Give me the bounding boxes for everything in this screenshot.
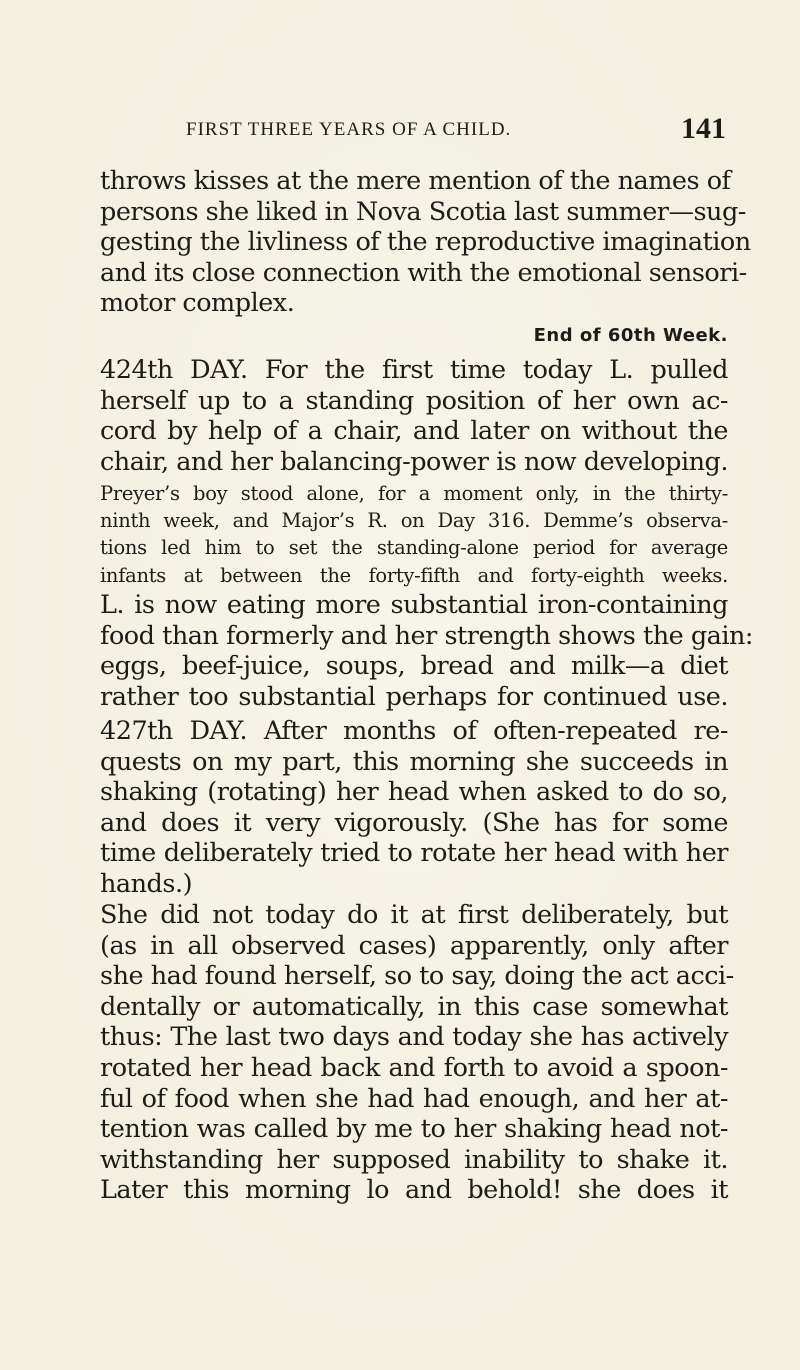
paragraph-day-424: [100, 355, 728, 477]
note-line: infants at between the forty-fifth and forty-eighth weeks.: [100, 563, 728, 587]
text-line: ful of food when she had had enough, and her at-: [100, 1083, 728, 1114]
text-line: dentally or automatically, in this case somewhat: [100, 991, 728, 1022]
text-line: eggs, beef-juice, soups, bread and milk—a diet: [100, 651, 728, 682]
text-line: Later this morning lo and behold! she does it: [100, 1175, 728, 1206]
week-marker: End of 60th Week.: [533, 325, 728, 346]
note-line: tions led him to set the standing-alone period for average: [100, 536, 728, 560]
text-line: and does it very vigorously. (She has for some: [100, 807, 728, 838]
paragraph-shaking: [100, 900, 734, 1206]
text-line: time deliberately tried to rotate her head with her: [100, 838, 728, 869]
text-line: motor complex.: [100, 288, 295, 319]
text-line: persons she liked in Nova Scotia last summer—sug-: [100, 196, 746, 227]
page-header: [186, 112, 726, 152]
text-line: quests on my part, this morning she succeeds in: [100, 746, 728, 777]
text-line: 427th DAY. After months of often-repeated re-: [100, 716, 728, 746]
text-line: She did not today do it at first deliberately, but: [100, 900, 728, 930]
text-line: (as in all observed cases) apparently, only after: [100, 930, 728, 961]
text-line: and its close connection with the emotional sensori-: [100, 257, 747, 288]
text-line: herself up to a standing position of her own ac-: [100, 385, 728, 416]
paragraph-kisses: [100, 166, 751, 319]
text-line: thus: The last two days and today she has actively: [100, 1022, 728, 1053]
paragraph-eating: [100, 590, 754, 712]
text-line: gesting the livliness of the reproductive imagination: [100, 227, 751, 258]
text-line: cord by help of a chair, and later on without the: [100, 416, 728, 447]
text-line: throws kisses at the mere mention of the names of: [100, 166, 731, 196]
text-line: tention was called by me to her shaking head not-: [100, 1114, 728, 1145]
paragraph-day-427: [100, 716, 728, 900]
note-line: ninth week, and Major’s R. on Day 316. Demme’s observa-: [100, 509, 728, 533]
text-line: she had found herself, so to say, doing the act acci-: [100, 961, 734, 992]
text-line: food than formerly and her strength shows the gain:: [100, 620, 754, 651]
page-number: 141: [681, 112, 726, 145]
text-line: withstanding her supposed inability to shake it.: [100, 1144, 728, 1175]
text-line: 424th DAY. For the first time today L. pulled: [100, 355, 728, 385]
note-preyer: [100, 480, 728, 589]
text-line: rotated her head back and forth to avoid a spoon-: [100, 1052, 728, 1083]
text-line: L. is now eating more substantial iron-containing: [100, 590, 728, 620]
text-line: shaking (rotating) her head when asked to do so,: [100, 777, 728, 808]
running-head: FIRST THREE YEARS OF A CHILD.: [186, 119, 512, 140]
note-line: Preyer’s boy stood alone, for a moment only, in the thirty-: [100, 482, 728, 505]
text-line: rather too substantial perhaps for continued use.: [100, 681, 728, 712]
text-line: chair, and her balancing-power is now developing.: [100, 446, 728, 477]
text-line: hands.): [100, 868, 193, 899]
